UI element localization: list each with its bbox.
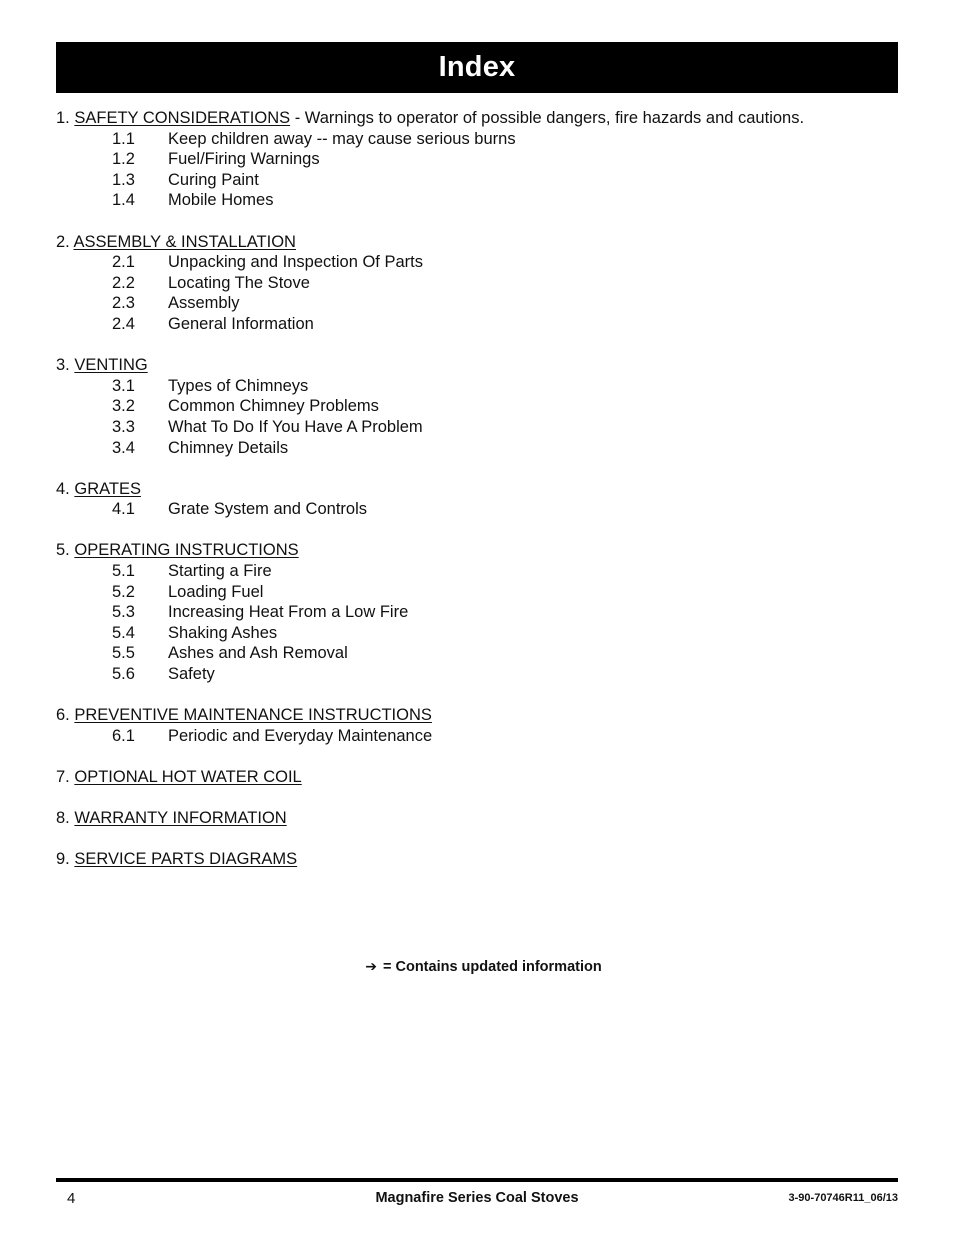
toc-section-heading xyxy=(56,808,898,829)
subitem-label: Curing Paint xyxy=(168,170,259,189)
toc-subitem xyxy=(56,376,898,397)
subitem-number: 3.3 xyxy=(112,417,135,436)
section-title-link[interactable]: PREVENTIVE MAINTENANCE INSTRUCTIONS xyxy=(74,706,432,725)
page-title: Index xyxy=(438,51,516,83)
subitem-label: Chimney Details xyxy=(168,438,289,457)
subitem-number: 5.1 xyxy=(112,562,135,581)
subitem-label: Locating The Stove xyxy=(168,273,310,292)
toc-subitem xyxy=(56,149,898,170)
toc-section xyxy=(56,232,898,335)
toc-subitem xyxy=(56,396,898,417)
section-number: 7. xyxy=(56,768,70,786)
document-code: 3-90-70746R11_06/13 xyxy=(788,1192,898,1204)
toc-subitem xyxy=(56,314,898,335)
subitem-number: 6.1 xyxy=(112,726,135,745)
subitem-label: Grate System and Controls xyxy=(168,500,367,519)
toc-subitem xyxy=(56,623,898,644)
subitem-label: Starting a Fire xyxy=(168,562,272,581)
toc-subitem xyxy=(56,438,898,459)
subitem-number: 2.4 xyxy=(112,314,135,333)
toc-section-heading xyxy=(56,767,898,788)
subitem-label: Keep children away -- may cause serious burns xyxy=(168,129,516,148)
toc-subitem xyxy=(56,293,898,314)
toc-subitem xyxy=(56,602,898,623)
toc-subitem xyxy=(56,643,898,664)
subitem-number: 1.2 xyxy=(112,150,135,169)
section-number: 4. xyxy=(56,479,70,498)
toc-subitem xyxy=(56,726,898,747)
section-number: 5. xyxy=(56,541,70,560)
subitem-number: 5.3 xyxy=(112,603,135,622)
toc-section xyxy=(56,808,898,829)
toc-section xyxy=(56,355,898,458)
section-title-link[interactable]: GRATES xyxy=(74,479,141,498)
page-number: 4 xyxy=(67,1190,76,1207)
subitem-label: Fuel/Firing Warnings xyxy=(168,150,320,169)
toc-section xyxy=(56,479,898,520)
toc-section xyxy=(56,540,898,684)
toc-subitem xyxy=(56,499,898,520)
subitem-label: What To Do If You Have A Problem xyxy=(168,417,423,436)
subitem-label: Types of Chimneys xyxy=(168,376,309,395)
section-title-link[interactable]: SERVICE PARTS DIAGRAMS xyxy=(74,850,298,869)
toc-section-heading xyxy=(56,232,898,253)
toc-subitem xyxy=(56,129,898,150)
section-number: 1. xyxy=(56,109,70,127)
toc-subitem xyxy=(56,252,898,273)
subitem-label: Safety xyxy=(168,665,215,684)
section-title-link[interactable]: SAFETY CONSIDERATIONS xyxy=(74,109,291,127)
section-title-link[interactable]: OPTIONAL HOT WATER COIL xyxy=(74,768,302,786)
subitem-number: 3.2 xyxy=(112,397,135,416)
toc-section xyxy=(56,767,898,788)
subitem-label: Ashes and Ash Removal xyxy=(168,644,348,663)
toc-subitem xyxy=(56,190,898,211)
subitem-number: 4.1 xyxy=(112,500,135,519)
legend-text: = Contains updated information xyxy=(383,959,602,975)
toc-section-heading xyxy=(56,849,898,870)
subitem-number: 5.5 xyxy=(112,644,135,663)
section-number: 9. xyxy=(56,850,70,869)
toc-section xyxy=(56,849,898,870)
toc-section-heading xyxy=(56,540,898,561)
subitem-label: Common Chimney Problems xyxy=(168,397,379,416)
table-of-contents xyxy=(56,108,898,891)
section-number: 6. xyxy=(56,706,70,725)
footer-rule xyxy=(56,1178,898,1182)
toc-subitem xyxy=(56,170,898,191)
page-footer xyxy=(56,1188,898,1208)
subitem-number: 5.4 xyxy=(112,623,135,642)
section-number: 2. xyxy=(56,232,70,251)
subitem-number: 2.1 xyxy=(112,253,135,272)
subitem-label: Mobile Homes xyxy=(168,191,274,210)
toc-subitem xyxy=(56,561,898,582)
footer-title: Magnafire Series Coal Stoves xyxy=(375,1190,579,1206)
subitem-number: 2.2 xyxy=(112,273,135,292)
section-number: 8. xyxy=(56,809,70,828)
index-header-bar xyxy=(56,42,898,93)
subitem-number: 3.1 xyxy=(112,376,135,395)
section-title-link[interactable]: WARRANTY INFORMATION xyxy=(74,809,287,828)
section-title-link[interactable]: OPERATING INSTRUCTIONS xyxy=(74,541,299,560)
section-title-link[interactable]: ASSEMBLY & INSTALLATION xyxy=(73,232,296,251)
toc-section xyxy=(56,108,898,211)
subitem-label: Periodic and Everyday Maintenance xyxy=(168,726,433,745)
subitem-label: General Information xyxy=(168,314,314,333)
toc-section-heading xyxy=(56,108,898,129)
subitem-number: 2.3 xyxy=(112,294,135,313)
section-number: 3. xyxy=(56,356,70,375)
subitem-number: 1.1 xyxy=(112,129,135,148)
updated-info-legend xyxy=(0,959,954,975)
subitem-number: 1.4 xyxy=(112,191,135,210)
subitem-label: Increasing Heat From a Low Fire xyxy=(168,603,409,622)
toc-section-heading xyxy=(56,705,898,726)
toc-subitem xyxy=(56,273,898,294)
toc-section xyxy=(56,705,898,746)
subitem-label: Loading Fuel xyxy=(168,582,264,601)
subitem-label: Unpacking and Inspection Of Parts xyxy=(168,253,423,272)
subitem-number: 3.4 xyxy=(112,438,135,457)
subitem-number: 5.6 xyxy=(112,665,135,684)
toc-subitem xyxy=(56,417,898,438)
right-arrow-icon: ➔ xyxy=(365,959,377,975)
subitem-number: 1.3 xyxy=(112,170,135,189)
subitem-number: 5.2 xyxy=(112,582,135,601)
toc-subitem xyxy=(56,664,898,685)
section-title-link[interactable]: VENTING xyxy=(74,356,148,375)
subitem-label: Shaking Ashes xyxy=(168,623,278,642)
toc-section-heading xyxy=(56,355,898,376)
toc-section-heading xyxy=(56,479,898,500)
toc-subitem xyxy=(56,582,898,603)
section-description: - Warnings to operator of possible dangers, fire hazards and cautions. xyxy=(290,109,805,127)
subitem-label: Assembly xyxy=(168,294,240,313)
